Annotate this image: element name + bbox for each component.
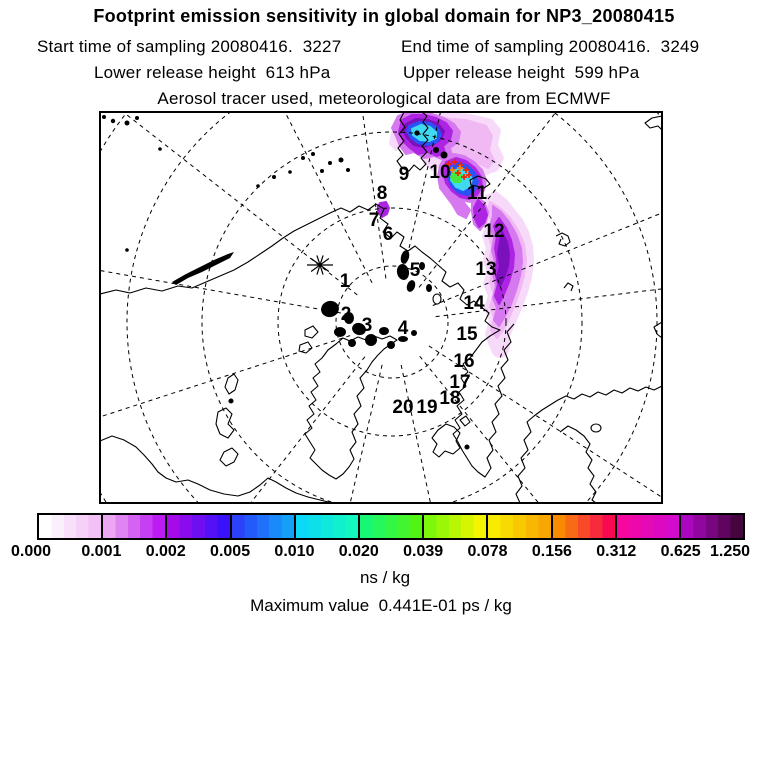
- sampling-position-9: 9: [398, 164, 410, 185]
- wrangel-island: [172, 252, 234, 285]
- colorbar-segment-5: [360, 515, 424, 538]
- sampling-position-18: 18: [439, 388, 461, 409]
- island-outline-left: [225, 374, 238, 394]
- franz-josef-dots: [301, 152, 350, 173]
- colorbar-tick-0.156: 0.156: [531, 543, 572, 560]
- island-outline-west: [305, 326, 318, 338]
- island-outline: [433, 294, 441, 304]
- sampling-position-14: 14: [463, 293, 485, 314]
- top-left-islands: [102, 115, 292, 252]
- colorbar-segment-8: [553, 515, 617, 538]
- sampling-position-2: 2: [340, 304, 352, 325]
- coast-iceland-cluster: [432, 424, 460, 457]
- colorbar: [37, 513, 745, 540]
- island-outline-left: [220, 448, 238, 466]
- sampling-position-8: 8: [376, 183, 388, 204]
- latitude-circle: [54, 0, 730, 660]
- meridian-line: [201, 0, 372, 283]
- sampling-position-3: 3: [361, 315, 373, 336]
- colorbar-tick-0.005: 0.005: [210, 543, 251, 560]
- colorbar-tick-0.002: 0.002: [145, 543, 186, 560]
- island-dot: [229, 399, 233, 403]
- plume-black-dot: [414, 130, 419, 135]
- map-frame: [100, 112, 662, 503]
- colorbar-segment-4: [296, 515, 360, 538]
- latitude-circle: [336, 266, 448, 378]
- plume-faint-tail: [491, 333, 509, 357]
- colorbar-tick-1.250: 1.250: [709, 543, 751, 560]
- sampling-position-7: 7: [368, 210, 380, 231]
- colorbar-tick-0.078: 0.078: [467, 543, 508, 560]
- sampling-position-17: 17: [449, 372, 471, 393]
- island-outline: [591, 424, 601, 432]
- latitude-circle: [202, 132, 582, 512]
- colorbar-segment-2: [167, 515, 231, 538]
- colorbar-segment-9: [617, 515, 681, 538]
- colorbar-tick-0.039: 0.039: [403, 543, 444, 560]
- coast-right-edge-bit: [654, 322, 662, 338]
- start-time-label: Start time of sampling 20080416. 3227: [37, 37, 342, 56]
- coast-bottom-left: [100, 436, 332, 503]
- sampling-position-16: 16: [453, 351, 475, 372]
- page-title: Footprint emission sensitivity in global domain for NP3_20080415: [93, 6, 675, 26]
- sampling-position-19: 19: [416, 397, 438, 418]
- colorbar-segment-10: [681, 515, 743, 538]
- coast-top-right-hook: [645, 116, 662, 130]
- sampling-position-5: 5: [409, 260, 421, 281]
- sampling-position-1: 1: [339, 271, 351, 292]
- colorbar-unit: ns / kg: [359, 568, 411, 587]
- lower-release-label: Lower release height 613 hPa: [94, 63, 331, 82]
- island-dot: [465, 445, 469, 449]
- sampling-position-13: 13: [475, 259, 497, 280]
- island-outline-west: [299, 342, 312, 353]
- coastlines: [100, 112, 662, 503]
- meridian-line: [0, 336, 350, 452]
- sampling-position-4: 4: [397, 318, 409, 339]
- coast-greenland: [305, 336, 397, 479]
- coast-siberia-taymyr: [100, 204, 514, 477]
- colorbar-segment-1: [103, 515, 167, 538]
- island-dot: [441, 152, 447, 158]
- end-time-label: End time of sampling 20080416. 3249: [401, 37, 700, 56]
- island-small-n: [564, 283, 573, 291]
- sampling-position-labels: [340, 162, 505, 418]
- colorbar-tick-0.000: 0.000: [10, 543, 52, 560]
- island-dot: [434, 148, 439, 153]
- sampling-position-15: 15: [456, 324, 478, 345]
- coast-scandinavia: [516, 386, 662, 503]
- sampling-position-20: 20: [392, 397, 414, 418]
- sampling-position-11: 11: [466, 183, 488, 204]
- sampling-position-12: 12: [483, 221, 505, 242]
- colorbar-segment-3: [232, 515, 296, 538]
- sampling-position-10: 10: [429, 162, 451, 183]
- sampling-position-6: 6: [382, 224, 394, 245]
- colorbar-tick-0.010: 0.010: [274, 543, 315, 560]
- colorbar-segment-7: [488, 515, 552, 538]
- maximum-value-label: Maximum value 0.441E-01 ps / kg: [250, 596, 512, 615]
- colorbar-segment-0: [39, 515, 103, 538]
- colorbar-segment-6: [424, 515, 488, 538]
- colorbar-tick-0.001: 0.001: [81, 543, 122, 560]
- colorbar-tick-0.312: 0.312: [596, 543, 637, 560]
- coast-white-sea: [560, 426, 596, 503]
- colorbar-tick-0.020: 0.020: [338, 543, 379, 560]
- colorbar-tick-0.625: 0.625: [660, 543, 701, 560]
- island-outline-small: [460, 416, 470, 426]
- upper-release-label: Upper release height 599 hPa: [403, 63, 640, 82]
- tracer-meteo-label: Aerosol tracer used, meteorological data are from ECMWF: [157, 89, 611, 108]
